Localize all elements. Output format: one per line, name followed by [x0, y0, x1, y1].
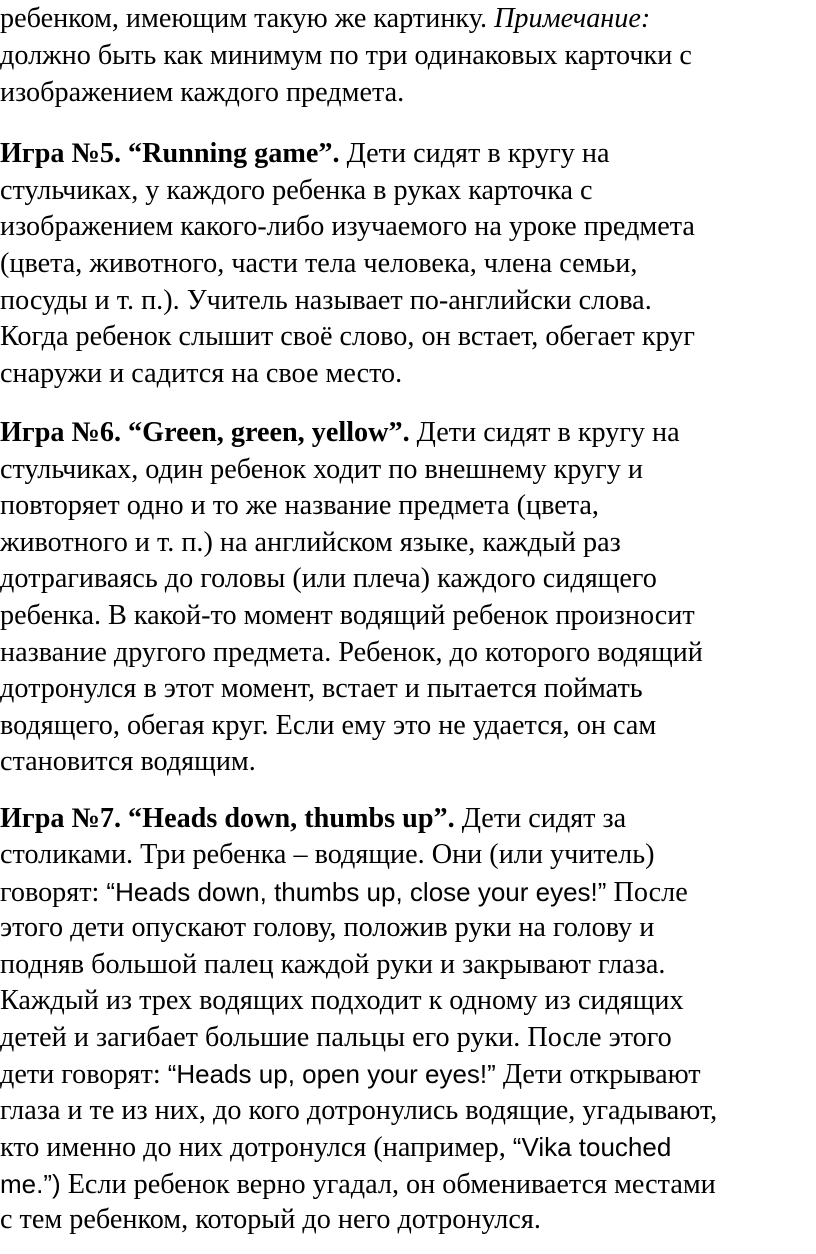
game6-line: становится водящим.	[0, 746, 256, 777]
game7-line-1	[0, 802, 626, 836]
game7-text: После	[606, 877, 688, 908]
game5-line-1	[0, 137, 610, 171]
game5-line: (цвета, животного, части тела человека, члена семьи,	[0, 248, 638, 279]
game7-line	[0, 1130, 671, 1165]
game7-line: этого дети опускают голову, положив руки на голову и	[0, 912, 655, 943]
intro-line-1	[0, 2, 650, 36]
intro-line-2: должно быть как минимум по три одинаковых карточки с	[0, 40, 692, 71]
game6-line-1	[0, 416, 680, 450]
game5-line: посуды и т. п.). Учитель называет по-английски слова.	[0, 285, 652, 316]
game6-line: название другого предмета. Ребенок, до которого водящий	[0, 637, 703, 668]
game7-line: подняв большой палец каждой руки и закрывают глаза.	[0, 949, 666, 980]
game6-line: повторяет одно и то же название предмета (цвета,	[0, 490, 599, 521]
game6-title: Игра №6. “Green, green, yellow”.	[0, 417, 410, 448]
intro-line-3: изображением каждого предмета.	[0, 77, 405, 108]
game6-text: Дети сидят в кругу на	[409, 417, 680, 448]
game7-text: Если ребенок верно угадал, он обменивается местами	[60, 1169, 716, 1200]
intro-text: ребенком, имеющим такую же картинку.	[0, 3, 495, 34]
game6-line: стульчиках, один ребенок ходит по внешнему кругу и	[0, 454, 643, 485]
game6-line: дотрагиваясь до головы (или плеча) каждого сидящего	[0, 563, 657, 594]
game7-title: Игра №7. “Heads down, thumbs up”.	[0, 803, 455, 834]
game6-line: водящего, обегая круг. Если ему это не удается, он сам	[0, 710, 657, 741]
game7-line	[0, 875, 688, 910]
game7-line	[0, 1057, 701, 1092]
game7-line: детей и загибает большие пальцы его руки. После этого	[0, 1022, 672, 1053]
game7-line: глаза и те из них, до кого дотронулись водящие, угадывают,	[0, 1095, 718, 1126]
game5-line: Когда ребенок слышит своё слово, он встает, обегает круг	[0, 321, 695, 352]
game5-text: Дети сидят в кругу на	[339, 138, 610, 169]
game7-text: Дети сидят за	[454, 803, 627, 834]
english-phrase: “Heads up, open your eyes!”	[167, 1059, 496, 1089]
game6-line: ребенка. В какой-то момент водящий ребенок произносит	[0, 600, 695, 631]
game7-text: Дети открывают	[495, 1059, 701, 1090]
game7-line: Каждый из трех водящих подходит к одному из сидящих	[0, 985, 684, 1016]
game6-line: животного и т. п.) на английском языке, каждый раз	[0, 527, 621, 558]
game5-title: Игра №5. “Running game”.	[0, 138, 340, 169]
game7-line: столиками. Три ребенка – водящие. Они (или учитель)	[0, 839, 655, 870]
english-phrase: “Heads down, thumbs up, close your eyes!”	[106, 877, 607, 907]
english-phrase: me.”)	[0, 1169, 61, 1199]
game5-line: стульчиках, у каждого ребенка в руках карточка с	[0, 175, 593, 206]
english-phrase: “Vika touched	[512, 1132, 672, 1162]
game7-text: дети говорят:	[0, 1059, 168, 1090]
game6-line: дотронулся в этот момент, встает и пытается поймать	[0, 673, 643, 704]
game7-line	[0, 1167, 716, 1202]
game7-text: кто именно до них дотронулся (например,	[0, 1132, 513, 1163]
game5-line: снаружи и садится на свое место.	[0, 358, 403, 389]
game5-line: изображением какого-либо изучаемого на уроке предмета	[0, 211, 695, 242]
game7-line: с тем ребенком, который до него дотронулся.	[0, 1204, 541, 1235]
note-label: Примечание:	[494, 3, 651, 34]
game7-text: говорят:	[0, 877, 107, 908]
